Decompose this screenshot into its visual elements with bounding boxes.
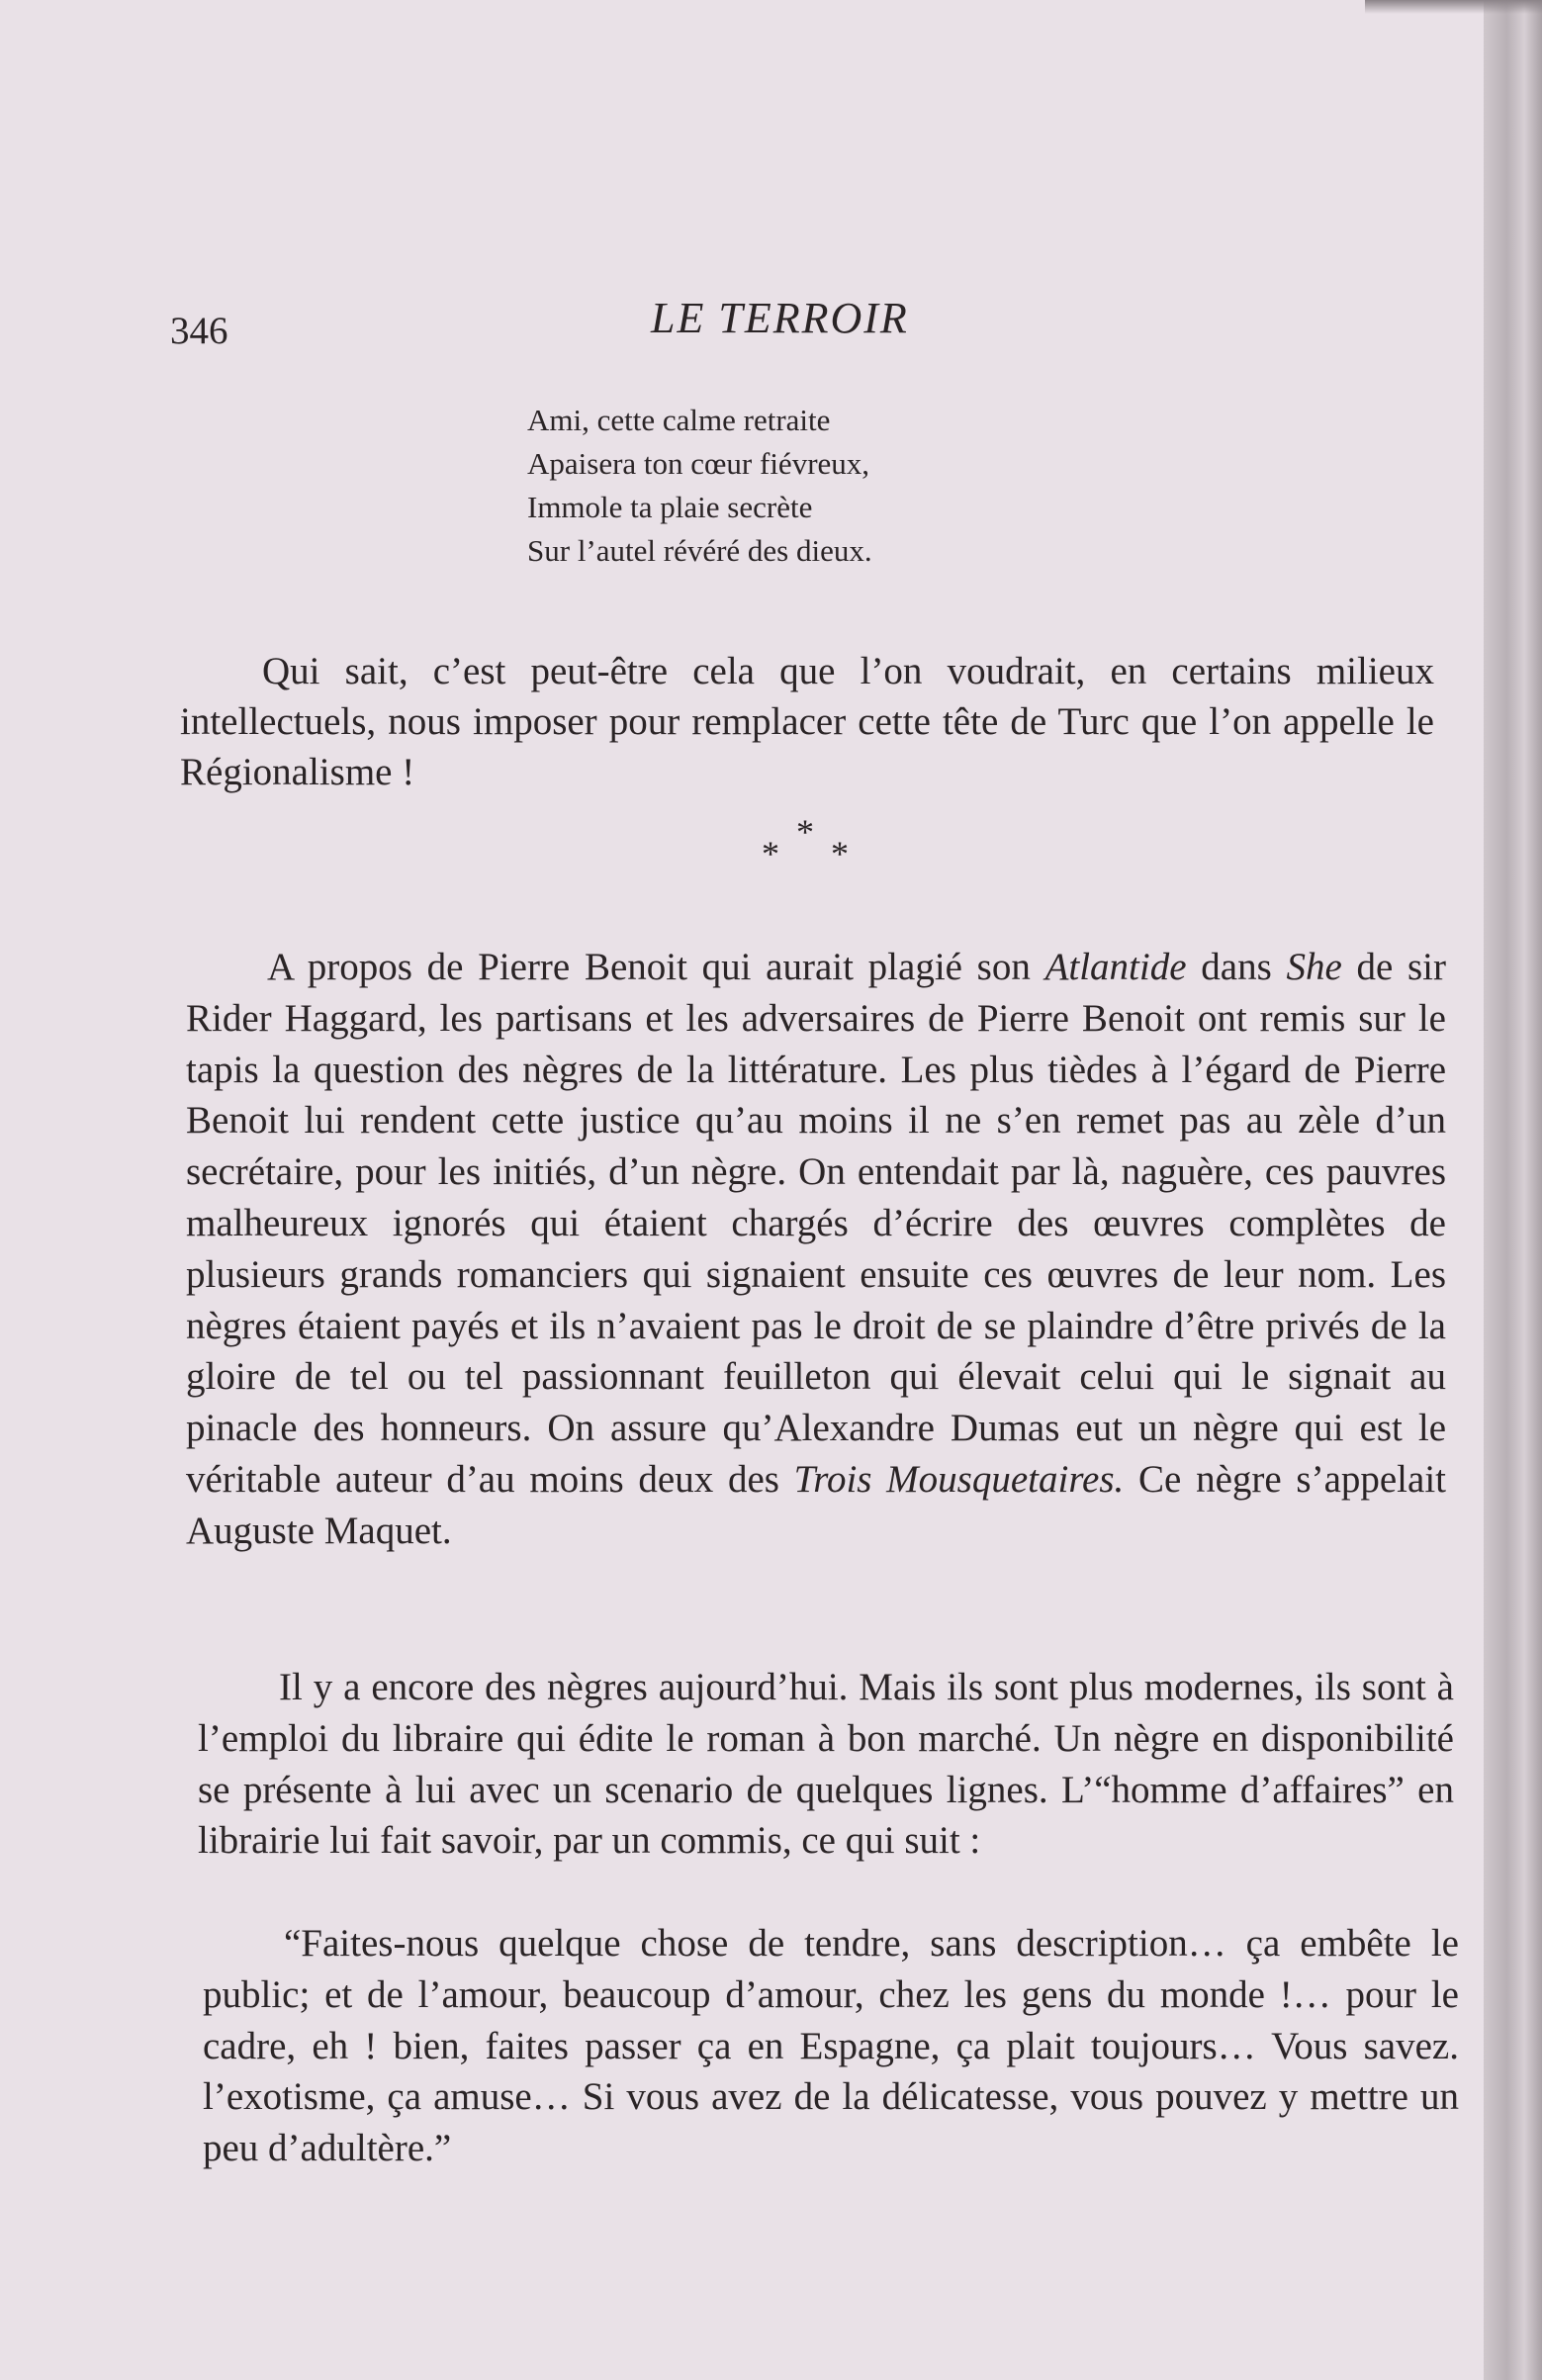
- asterism-star: *: [796, 812, 814, 852]
- page-edge: [1484, 0, 1542, 2380]
- poem-stanza: [527, 399, 872, 573]
- quoted-instructions: “Faites-nous quelque chose de tendre, sans description… ça embête le public; et de l’amour, beaucoup d’amour, chez les gens du monde !… pour le cadre, eh ! bien, faites passer ça en Espagne, ça plait toujours… Vous savez. l’exotisme, ça amuse… Si vous avez de la délicatesse, vous pouvez y mettre un peu d’adultère.”: [203, 1922, 1459, 2170]
- book-title-atlantide: Atlantide: [1044, 946, 1187, 988]
- paragraph-regionalisme: Qui sait, c’est peut-être cela que l’on voudrait, en certains milieux intellectuels, nous imposer pour remplacer cette tête de Turc que l’on appelle le Régionalisme !: [180, 650, 1434, 793]
- text-run: Ce nègre s’appelait Auguste Maquet.: [186, 1457, 1447, 1552]
- page-header: [168, 293, 1454, 352]
- section-asterism: [762, 811, 851, 873]
- asterism-star: *: [831, 834, 849, 873]
- poem-line: Sur l’autel révéré des dieux.: [527, 533, 872, 568]
- text-run: de sir Rider Haggard, les partisans et les adversaires de Pierre Benoit ont remis sur le tapis la question des nègres de la littérature. Les plus tièdes à l’égard de Pierre Benoit lui rendent cette justice qu’au moins il ne s’en remet pas au zèle d’un secrétaire, pour les initiés, d’un nègre. On entendait par là, naguère, ces pauvres malheureux ignorés qui étaient chargés d’écrire des œuvres complètes de plusieurs grands romanciers qui signaient ensuite ces œuvres de leur nom. Les nègres étaient payés et ils n’avaient pas le droit de se plaindre d’être privés de la gloire de tel ou tel passionnant feuilleton qui élevait celui qui le signait au pinacle des honneurs. On assure qu’Alexandre Dumas eut un nègre qui est le véritable auteur d’au moins deux des: [186, 946, 1446, 1501]
- text-run: A propos de Pierre Benoit qui aurait plagié son: [267, 946, 1045, 988]
- paragraph-pierre-benoit: [186, 942, 1446, 1557]
- text-run: dans: [1186, 946, 1287, 988]
- asterism-star: *: [762, 834, 779, 873]
- page-number: 346: [170, 310, 228, 352]
- poem-line: Ami, cette calme retraite: [527, 403, 831, 437]
- book-title-she: She: [1286, 946, 1342, 988]
- poem-line: Immole ta plaie secrète: [527, 490, 813, 524]
- poem-line: Apaisera ton cœur fiévreux,: [527, 446, 870, 481]
- book-title-trois-mousquetaires: Trois Mousquetaires.: [793, 1457, 1125, 1501]
- paragraph-negres-modernes: Il y a encore des nègres aujourd’hui. Mais ils sont plus modernes, ils sont à l’emploi du libraire qui édite le roman à bon marché. Un nègre en disponibilité se présente à lui avec un scenario de quelques lignes. L’“homme d’affaires” en librairie lui fait savoir, par un commis, ce qui suit :: [198, 1666, 1454, 1863]
- page-shadow: [1365, 0, 1542, 14]
- running-title: LE TERROIR: [651, 294, 909, 342]
